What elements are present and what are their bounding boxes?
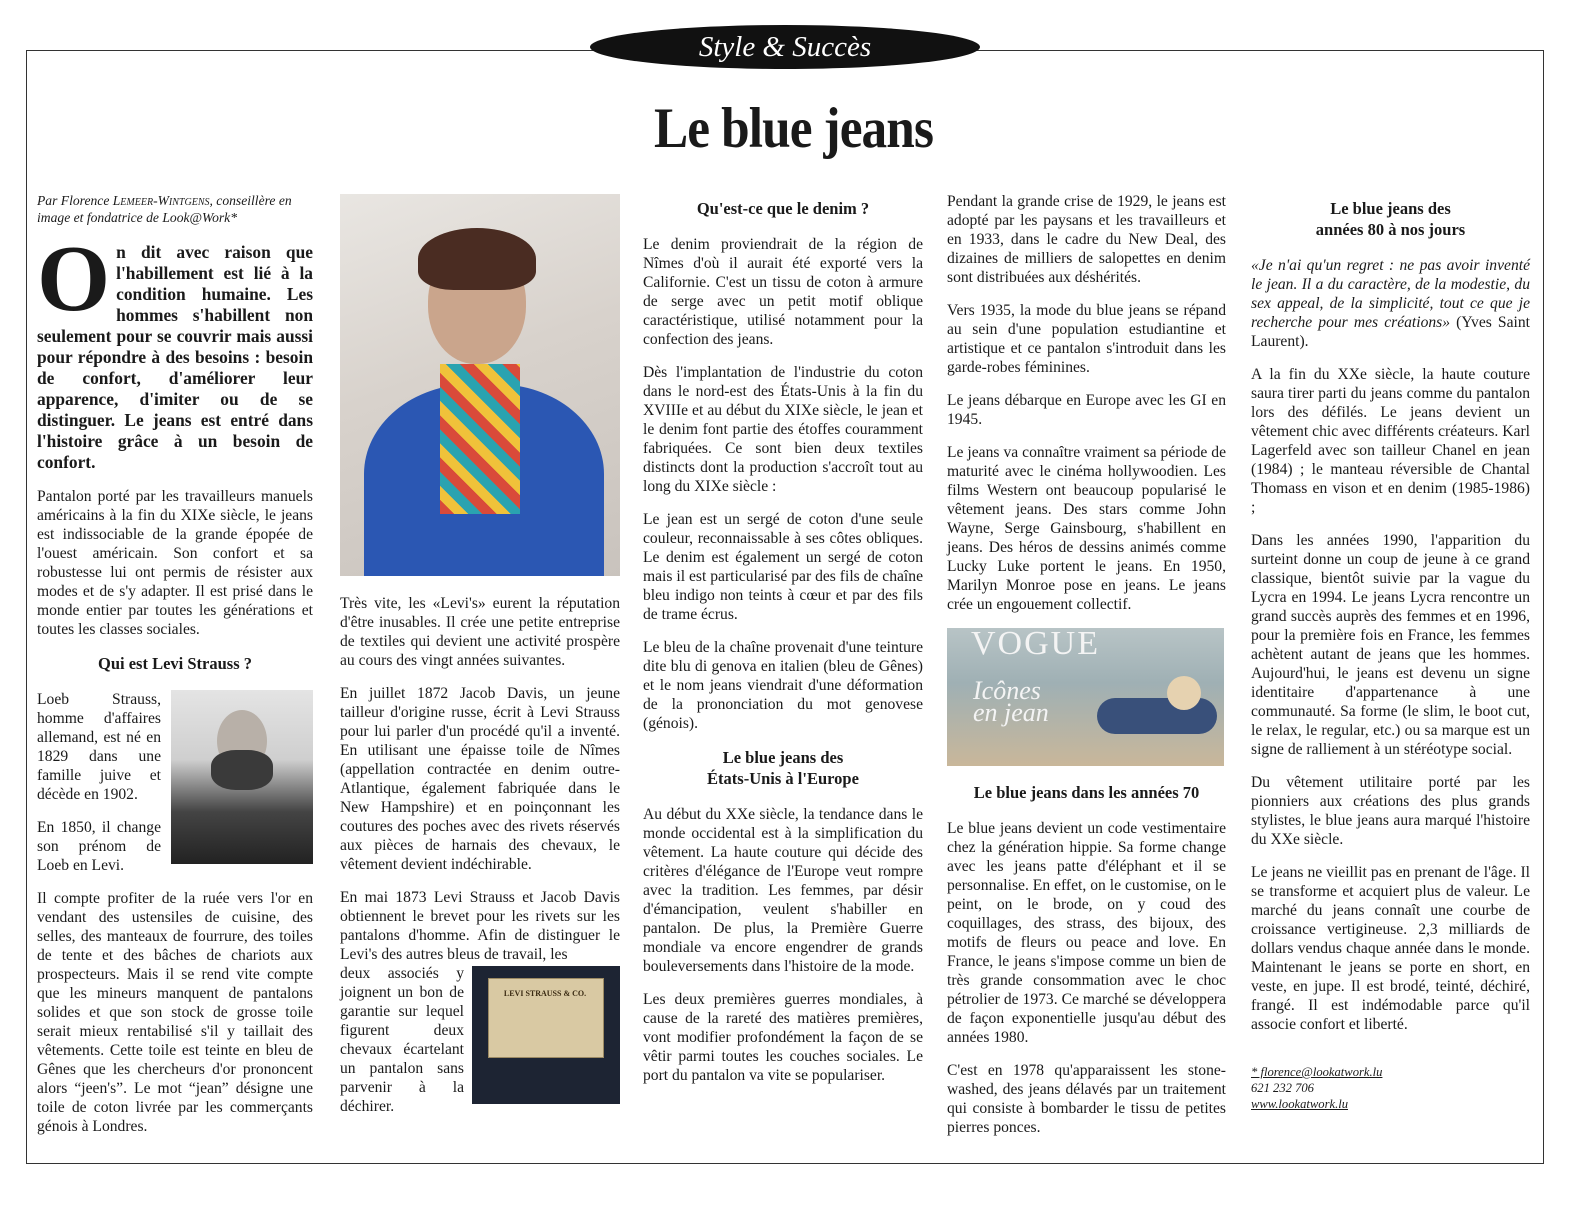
subheading-levi-strauss: Qui est Levi Strauss ? xyxy=(97,654,252,673)
author-portrait xyxy=(340,194,620,576)
paragraph: Le jean est un sergé de coton d'une seule couleur, reconnaissable à ses côtes obliques. Le denim est également un sergé de coton mais il est particularisé par des fils de chaîne bleu indigo non teints à cœur et par des fils de trame écrus. xyxy=(643,511,923,623)
quote: «Je n'ai qu'un regret : ne pas avoir inventé le jean. Il a du caractère, de la modestie, du sex appeal, de la simplicité, tout ce que je recherche pour mes créations» (Yves Saint Laurent). xyxy=(1251,257,1530,350)
paragraph: Très vite, les «Levi's» eurent la réputation d'être inusables. Il crée une petite entreprise de textiles qui devient une activité prospère au cours des vingt années suivantes. xyxy=(340,595,620,669)
paragraph: Le denim proviendrait de la région de Nîmes d'où il aurait été exporté vers la Californie. C'est un tissu de coton à armure de serge avec un petit motif oblique caractéristique, utilisé notamment pour la confection des jeans. xyxy=(643,236,923,348)
paragraph: deux associés y joignent un bon de garantie sur lequel figurent deux chevaux écartelant un pantalon sans parvenir à la déchirer. xyxy=(340,965,464,1115)
label-text: LEVI STRAUSS & CO. xyxy=(503,989,587,998)
vogue-subtitle: Icônes en jean xyxy=(973,676,1049,727)
column-4 xyxy=(947,192,1226,1151)
vogue-logo: VOGUE xyxy=(971,628,1100,662)
levi-strauss-portrait xyxy=(171,690,313,864)
paragraph: En juillet 1872 Jacob Davis, un jeune tailleur d'origine russe, écrit à Levi Strauss pour lui parler d'un procédé qu'il a inventé. En utilisant une épaisse toile de Nîmes (appellation contractée en denim outre-Atlantique, également fabriquée dans le New Hampshire) et en poinçonnant les coutures des poches avec des rivets réservés aux pièces de harnais des chevaux, le vêtement devient indéchirable. xyxy=(340,685,620,873)
paragraph: Le bleu de la chaîne provenait d'une teinture dite blu di genova en italien (bleu de Gênes) et le nom jeans viendrait d'une déformation de la prononciation du mot genovese (génois). xyxy=(643,639,923,732)
paragraph: A la fin du XXe siècle, la haute couture saura tirer parti du jeans comme du pantalon lors des défilés. Le jeans devient un vêtement chic avec différents créateurs. Karl Lagerfeld avec son tailleur Chanel en jean (1984) ; le manteau réversible de Chantal Thomass en vison et en denim (1985-1986) ; xyxy=(1251,366,1530,516)
subheading-seventies: Le blue jeans dans les années 70 xyxy=(973,783,1200,802)
paragraph: Pendant la grande crise de 1929, le jeans est adopté par les paysans et les travailleurs et en 1933, dans le cadre du New Deal, des dizaines de milliers de salopettes en denim sont distribuées aux déshérités. xyxy=(947,193,1226,286)
paragraph: Le jeans débarque en Europe avec les GI en 1945. xyxy=(947,392,1226,428)
paragraph: Dans les années 1990, l'apparition du surteint donne un coup de jeune à ce grand classique, bientôt suivie par la vague du Lycra en 1994. Le jeans Lycra rencontre un grand succès auprès des femmes et en 1996, pour la première fois en France, les femmes achètent autant de jeans que les hommes. Aujourd'hui, le jeans est devenu un signe identitaire d'appartenance à une communauté. Sa forme (le slim, le boot cut, le relax, le regular, etc.) ou sa marque est un signe de ralliement à un stéréotype social. xyxy=(1251,532,1530,758)
subheading-eighties: Le blue jeans des années 80 à nos jours xyxy=(1315,199,1466,239)
subheading-denim: Qu'est-ce que le denim ? xyxy=(696,199,870,218)
paragraph: Dès l'implantation de l'industrie du coton dans le nord-est des États-Unis à la fin du XVIIIe et au début du XIXe siècle, le jean et le denim font partie des étoffes couramment fabriquées. Ce sont bien deux textiles distincts dont la production s'accroît tout au long du XIXe siècle : xyxy=(643,364,923,495)
lead-paragraph: On dit avec raison que l'habillement est lié à la condition humaine. Les hommes s'habillent non seulement pour se couvrir mais aussi pour répondre à des besoins : besoin de confort, d'améliorer leur apparence, d'imiter ou de se distinguer. Le jeans est entré dans l'histoire grâce à un besoin de confort. xyxy=(37,227,313,472)
paragraph: Il compte profiter de la ruée vers l'or en vendant des ustensiles de cuisine, des selles, des manteaux de fourrure, des toiles de tente et des bâches de chariots aux prospecteurs. Mais il se rend vite compte que les mineurs manquent de pantalons solides et que son stock de grosse toile serait mieux rentabilisé s'il y taillait des vêtements. Cette toile est teinte en bleu de Gênes que les chercheurs d'or prononcent alors “jeen's”. Le mot “jean” désigne une toile de coton livrée par les commerçants génois à Londres. xyxy=(37,890,313,1135)
paragraph: En mai 1873 Levi Strauss et Jacob Davis obtiennent le brevet pour les rivets sur les pantalons d'homme. Afin de distinguer le Levi's des autres bleus de travail, les xyxy=(340,889,620,963)
levis-label-photo xyxy=(472,966,620,1104)
paragraph: Le jeans ne vieillit pas en prenant de l'âge. Il se transforme et acquiert plus de valeur. Le marché du jeans connaît une courbe de croissance vertigineuse. 2,3 milliards de dollars vendus chaque année dans le monde. Maintenant le jeans se porte en short, en veste, en jupe. Il est brodé, teinté, déchiré, frangé. Il est indémodable parce qu'il associe confort et liberté. xyxy=(1251,864,1530,1033)
paragraph: Du vêtement utilitaire porté par les pionniers aux créations des plus grands stylistes, le blue jeans aura marqué l'histoire du XXe siècle. xyxy=(1251,774,1530,848)
column-2 xyxy=(340,594,620,1130)
paragraph: Pantalon porté par les travailleurs manuels américains à la fin du XIXe siècle, le jeans est indissociable de la grande épopée de l'ouest américain. Son confort et sa robustesse lui ont permis de résister aux modes et de s'y adapter. Il est prisé dans le monde entier par toutes les générations et toutes les classes sociales. xyxy=(37,488,313,638)
paragraph: Loeb Strauss, homme d'affaires allemand, est né en 1829 dans une famille juive et décède en 1902. xyxy=(37,691,161,803)
drop-cap: O xyxy=(37,227,111,331)
subheading-us-europe: Le blue jeans des États-Unis à l'Europe xyxy=(707,748,859,788)
column-1 xyxy=(37,192,313,1150)
paragraph: Le blue jeans devient un code vestimentaire chez la génération hippie. Sa forme change avec les jeans patte d'éléphant et il se personnalise. En effet, on le customise, on le peint, on le brode, on y coud des coquillages, des strass, des bijoux, des motifs de fleurs ou peace and love. En France, le jeans s'impose comme un bien de très grande consommation avec le choc pétrolier de 1973. Ce marché se développera de façon exponentielle jusqu'au début des années 1980. xyxy=(947,820,1226,1046)
vogue-cover-photo xyxy=(947,628,1224,766)
contact-info xyxy=(1251,1064,1530,1112)
article-title: Le blue jeans xyxy=(653,97,934,160)
column-5 xyxy=(1251,192,1530,1112)
contact-website[interactable]: www.lookatwork.lu xyxy=(1251,1097,1349,1111)
section-banner: Style & Succès xyxy=(590,25,980,69)
paragraph: Au début du XXe siècle, la tendance dans le monde occidental est à la simplification du vêtement. La haute couture qui décide des critères d'élégance de l'Europe veut rompre avec la tradition. Les femmes, par désir d'émancipation, veulent s'habiller en pantalon. De plus, la Première Guerre mondiale va encore engendrer de grands bouleversements dans l'histoire de la mode. xyxy=(643,806,923,975)
paragraph: En 1850, il change son prénom de Loeb en Levi. xyxy=(37,819,161,874)
contact-phone: 621 232 706 xyxy=(1251,1081,1314,1095)
paragraph: Vers 1935, la mode du blue jeans se répand au sein d'une population estudiantine et artistique et ce pantalon s'introduit dans les garde-robes féminines. xyxy=(947,302,1226,376)
byline: Par Florence Lemeer-Wintgens, conseillère en image et fondatrice de Look@Work* xyxy=(37,193,292,225)
contact-email[interactable]: * florence@lookatwork.lu xyxy=(1251,1065,1383,1079)
paragraph: C'est en 1978 qu'apparaissent les stone-washed, des jeans délavés par un traitement qui consiste à bombarder le tissu de petites pierres ponces. xyxy=(947,1062,1226,1136)
paragraph: Le jeans va connaître vraiment sa période de maturité avec le cinéma hollywoodien. Les films Western ont beaucoup popularisé le vêtement jeans. Des stars comme John Wayne, Serge Gainsbourg, s'habillent en jeans. Des héros de dessins animés comme Lucky Luke portent le jeans. En 1950, Marilyn Monroe pose en jeans. Le jeans crée un engouement collectif. xyxy=(947,444,1226,613)
paragraph: Les deux premières guerres mondiales, à cause de la rareté des matières premières, vont modifier profondément la façon de se vêtir parmi toutes les couches sociales. Le port du pantalon va vite se populariser. xyxy=(643,991,923,1084)
column-3 xyxy=(643,192,923,1099)
